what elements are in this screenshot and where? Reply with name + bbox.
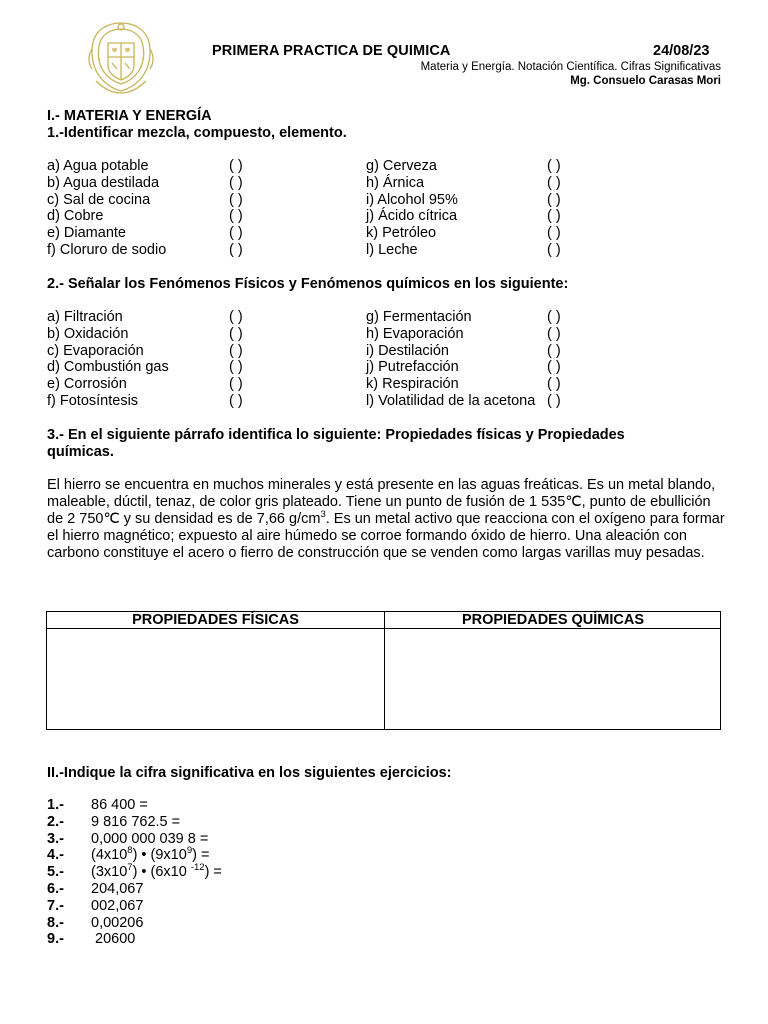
exercise-number: 6.- [47,880,64,897]
question-1-list [47,158,607,259]
item-label: h) Evaporación [366,325,464,342]
author-label: Mg. Consuelo Carasas Mori [570,75,721,87]
exercise-number: 5.- [47,864,64,881]
chemical-answer-cell[interactable] [385,629,720,729]
item-label: g) Cerveza [366,158,437,174]
item-label: g) Fermentación [366,309,472,325]
list-item [47,376,607,393]
item-label: e) Corrosión [47,376,127,393]
answer-blank[interactable]: ( ) [229,208,243,225]
item-label: i) Alcohol 95% [366,191,458,208]
answer-blank[interactable]: ( ) [547,174,561,191]
exercise-expression: 002,067 [91,897,144,914]
answer-blank[interactable]: ( ) [229,241,243,258]
paragraph-text: . Es un metal activo que reacciona con el oxígeno para formar el hierro magnético; expuesto al aire húmedo se corroe formando óxido de hierro. Una aleación con carbono constituye el acero o fierro de construcción que se venden como largas varillas muy pesadas. [47,511,725,561]
answer-blank[interactable]: ( ) [229,191,243,208]
exercise-number: 7.- [47,897,64,914]
list-item [47,225,607,242]
section-2-heading: II.-Indique la cifra significativa en los siguientes ejercicios: [47,765,452,781]
question-2-list [47,309,607,410]
question-1-title: 1.-Identificar mezcla, compuesto, elemento. [47,125,347,141]
table-header-chemical: PROPIEDADES QUÍMICAS [461,612,645,628]
answer-blank[interactable]: ( ) [547,158,561,174]
answer-blank[interactable]: ( ) [229,158,243,174]
list-item [47,326,607,343]
list-item [47,208,607,225]
item-label: c) Evaporación [47,342,144,359]
item-label: c) Sal de cocina [47,191,151,208]
exercise-number: 4.- [47,847,64,864]
answer-blank[interactable]: ( ) [229,392,243,409]
exercise-number: 9.- [47,931,64,948]
question-3-title-line2: químicas. [47,444,114,460]
answer-blank[interactable]: ( ) [229,325,243,342]
answer-blank[interactable]: ( ) [229,225,243,242]
iron-paragraph [47,477,727,562]
item-label: i) Destilación [366,342,449,359]
list-item [47,309,607,326]
exercise-expression: 204,067 [91,880,144,897]
answer-blank[interactable]: ( ) [547,359,561,376]
item-label: l) Volatilidad de la acetona [366,392,536,409]
item-label: d) Cobre [47,208,104,225]
answer-blank[interactable]: ( ) [229,342,243,359]
exercise-expression: 0,00206 [91,914,144,931]
answer-blank[interactable]: ( ) [547,208,561,225]
answer-blank[interactable]: ( ) [547,241,561,258]
answer-blank[interactable]: ( ) [229,309,243,325]
answer-blank[interactable]: ( ) [229,376,243,393]
exercise-expression: 86 400 = [91,797,148,813]
item-label: j) Putrefacción [366,359,459,376]
item-label: b) Agua destilada [47,174,160,191]
date-label: 24/08/23 [653,43,710,59]
question-2-title: 2.- Señalar los Fenómenos Físicos y Fenómenos químicos en los siguiente: [47,276,569,292]
answer-blank[interactable]: ( ) [547,376,561,393]
paragraph-text: El hierro se encuentra en muchos minerales y está presente en las aguas freáticas. Es un metal blando, maleable, dúctil, tenaz, de color gris plateado. Tiene un punto de fusión de 1 535℃, punto de ebullición de 2 750℃ y su densidad es de 7,66 g/cm [47,477,716,527]
item-label: d) Combustión gas [47,359,169,376]
exercise-expression: 0,000 000 039 8 = [91,830,209,847]
list-item [47,242,607,259]
item-label: l) Leche [366,241,418,258]
answer-blank[interactable]: ( ) [229,359,243,376]
item-label: h) Árnica [366,174,425,191]
subtitle: Materia y Energía. Notación Científica. Cifras Significativas [420,61,721,73]
exercise-number: 1.- [47,797,64,813]
page-title: PRIMERA PRACTICA DE QUIMICA [212,43,451,59]
exercise-expression: 9 816 762.5 = [91,813,181,830]
list-item [47,192,607,209]
table-header-physical: PROPIEDADES FÍSICAS [132,612,299,628]
section-1-heading: I.- MATERIA Y ENERGÍA [47,108,212,124]
exercise-expression: $(3x10^7)$ • (6x10 $^{-12}$) = [91,862,222,881]
list-item [47,343,607,360]
item-label: a) Agua potable [47,158,149,174]
exercise-number: 3.- [47,830,64,847]
answer-blank[interactable]: ( ) [547,342,561,359]
item-label: e) Diamante [47,225,126,242]
item-label: a) Filtración [47,309,123,325]
item-label: k) Petróleo [366,225,437,242]
answer-blank[interactable]: ( ) [547,309,561,325]
list-item [47,175,607,192]
answer-blank[interactable]: ( ) [229,174,243,191]
item-label: b) Oxidación [47,325,129,342]
item-label: j) Ácido cítrica [366,208,458,225]
physical-answer-cell[interactable] [47,629,384,729]
superscript: 3 [320,509,326,521]
university-crest-logo [86,19,156,95]
item-label: k) Respiración [366,376,459,393]
properties-table [46,611,721,730]
exercise-expression: 20600 [91,931,136,948]
answer-blank[interactable]: ( ) [547,392,561,409]
answer-blank[interactable]: ( ) [547,225,561,242]
item-label: f) Cloruro de sodio [47,241,167,258]
exercise-number: 8.- [47,914,64,931]
list-item [47,393,607,410]
exercise-number: 2.- [47,813,64,830]
question-3-title-line1: 3.- En el siguiente párrafo identifica lo siguiente: Propiedades físicas y Propiedades [47,427,625,443]
exercise-expression: $(4x10^8)$ • $(9x10^9)$ = [91,845,210,864]
item-label: f) Fotosíntesis [47,392,139,409]
answer-blank[interactable]: ( ) [547,191,561,208]
list-item [47,359,607,376]
answer-blank[interactable]: ( ) [547,325,561,342]
list-item [47,158,607,175]
